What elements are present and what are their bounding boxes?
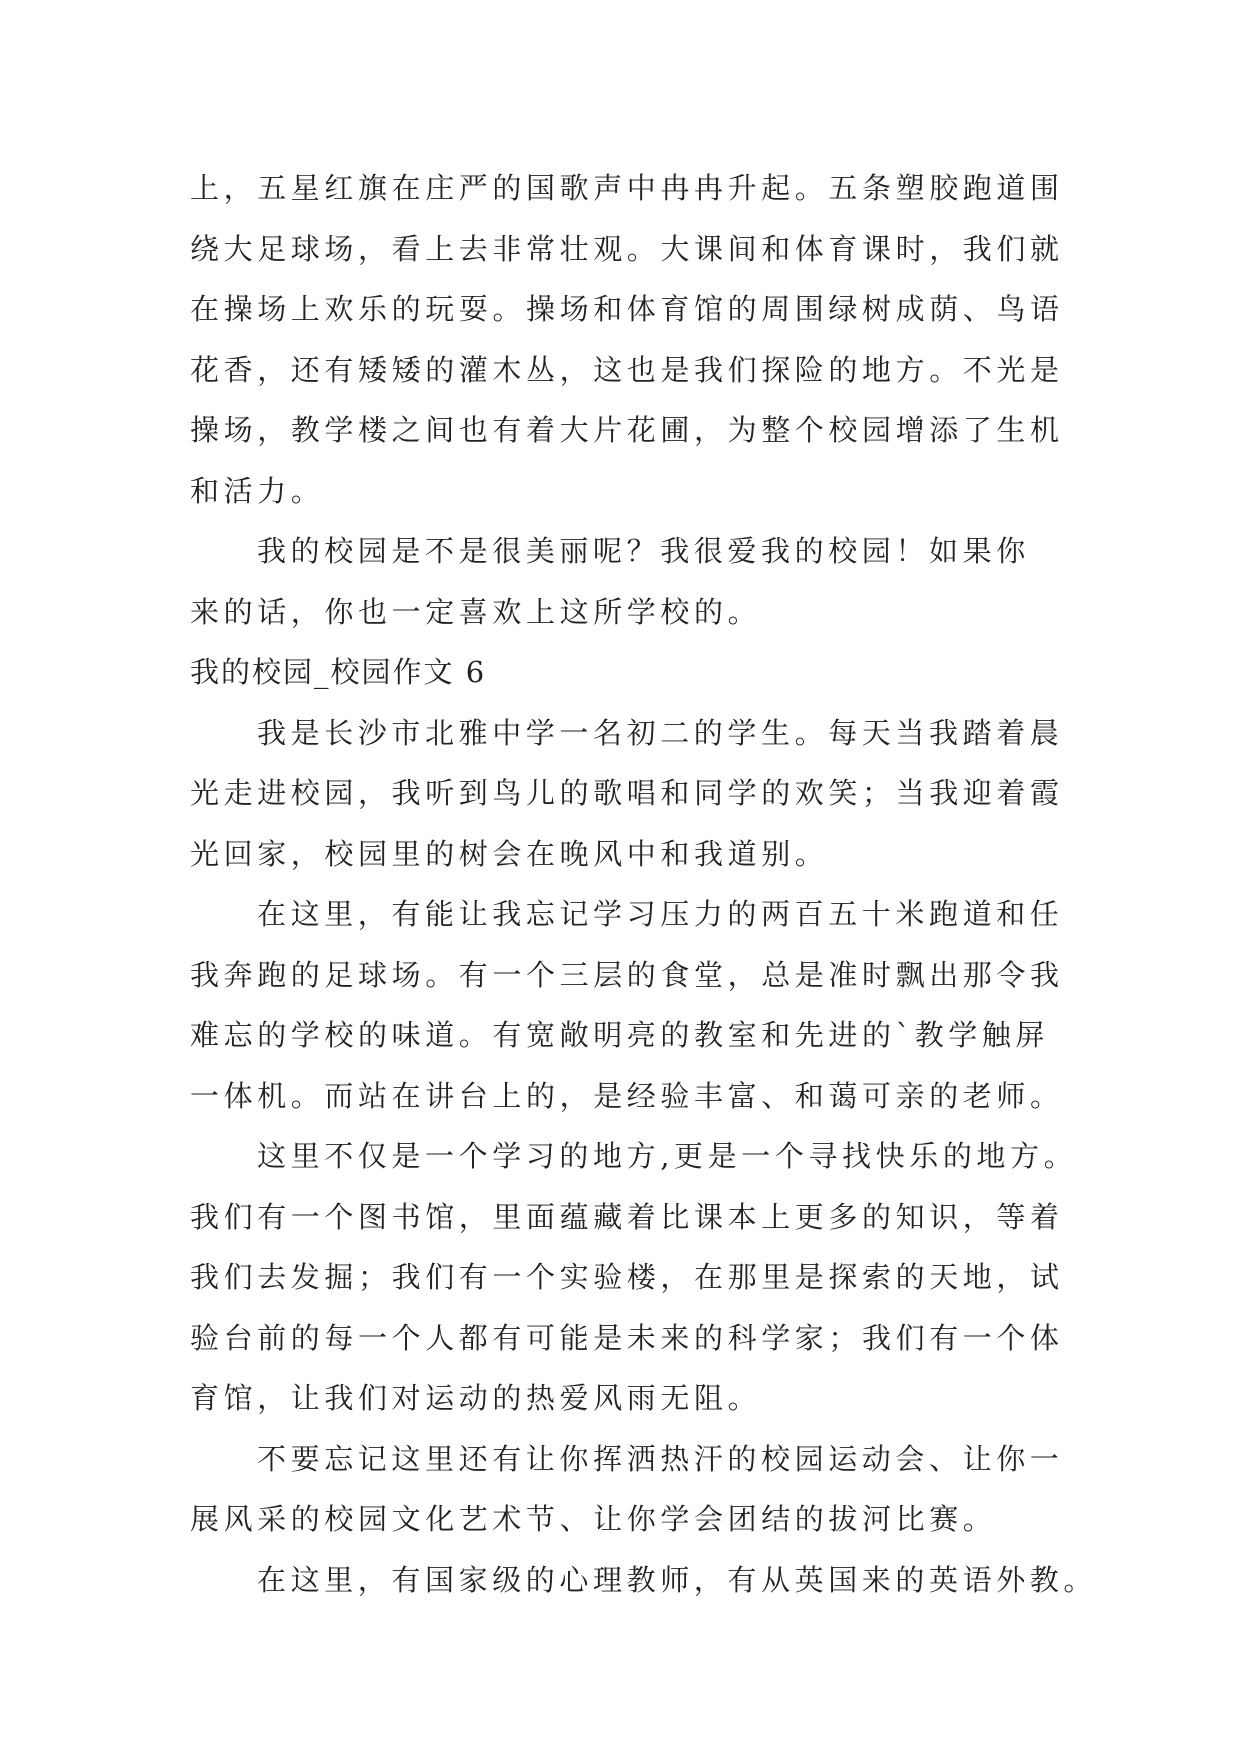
text-line: 难忘的学校的味道。有宽敞明亮的教室和先进的`教学触屏 (190, 1018, 1050, 1052)
section-heading: 我的校园_校园作文 6 (190, 655, 487, 689)
text-line: 育馆，让我们对运动的热爱风雨无阻。 (190, 1381, 762, 1415)
text-line: 验台前的每一个人都有可能是未来的科学家；我们有一个体 (190, 1320, 1064, 1355)
paragraph-first-line: 在这里，有能让我忘记学习压力的两百五十米跑道和任 (257, 897, 1064, 931)
text-line: 一体机。而站在讲台上的，是经验丰富、和蔼可亲的老师。 (190, 1078, 1064, 1113)
text-line: 上，五星红旗在庄严的国歌声中冉冉升起。五条塑胶跑道围 (190, 171, 1064, 205)
paragraph-first-line: 我的校园是不是很美丽呢？我很爱我的校园！如果你 (257, 534, 1030, 568)
text-line: 光走进校园，我听到鸟儿的歌唱和同学的欢笑；当我迎着霞 (190, 776, 1064, 810)
text-line: 和活力。 (190, 473, 325, 508)
paragraph-first-line: 不要忘记这里还有让你挥洒热汗的校园运动会、让你一 (257, 1441, 1064, 1476)
text-line: 光回家，校园里的树会在晚风中和我道别。 (190, 836, 829, 871)
text-line: 我们去发掘；我们有一个实验楼，在那里是探索的天地，试 (190, 1260, 1064, 1294)
paragraph-first-line: 在这里，有国家级的心理教师，有从英国来的英语外教。 (257, 1562, 1098, 1597)
text-line: 来的话，你也一定喜欢上这所学校的。 (190, 594, 762, 629)
paragraph-first-line: 我是长沙市北雅中学一名初二的学生。每天当我踏着晨 (257, 715, 1064, 750)
text-line: 展风采的校园文化艺术节、让你学会团结的拔河比赛。 (190, 1502, 997, 1536)
text-line: 我奔跑的足球场。有一个三层的食堂，总是准时飘出那令我 (190, 957, 1064, 992)
document-body (190, 158, 1098, 1610)
text-line: 绕大足球场，看上去非常壮观。大课间和体育课时，我们就 (190, 231, 1064, 266)
text-line: 操场，教学楼之间也有着大片花圃，为整个校园增添了生机 (190, 413, 1064, 447)
text-line: 花香，还有矮矮的灌木丛，这也是我们探险的地方。不光是 (190, 352, 1064, 387)
paragraph-first-line: 这里不仅是一个学习的地方,更是一个寻找快乐的地方。 (257, 1139, 1078, 1173)
text-line: 我们有一个图书馆，里面蕴藏着比课本上更多的知识，等着 (190, 1199, 1064, 1234)
text-line: 在操场上欢乐的玩耍。操场和体育馆的周围绿树成荫、鸟语 (190, 292, 1064, 326)
